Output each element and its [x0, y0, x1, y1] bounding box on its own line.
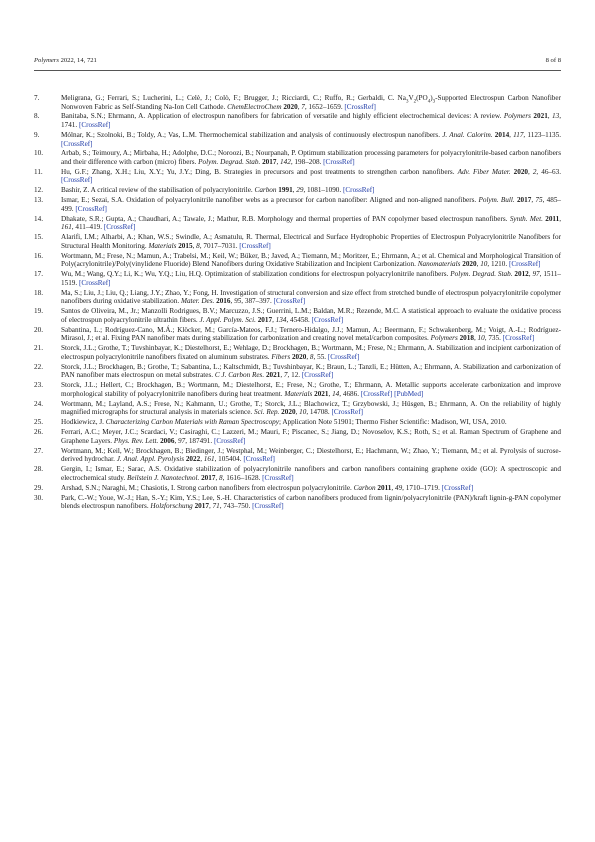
italic-text: 95 [234, 297, 242, 306]
reference-text: , 1652–1659. [304, 102, 345, 111]
reference-text: , [200, 455, 204, 464]
reference-text: Alarifi, I.M.; Alharbi, A.; Khan, W.S.; Swindle, A.; Asmatulu, R. Thermal, Electrical and Surface Hydrophobic Properties of Electrospun Polyacrylonitrile Nanofibers for Structural Health Monitoring. [61, 233, 561, 250]
year-text: 1991 [278, 186, 293, 195]
italic-text: Materials [284, 389, 313, 398]
reference-text: Hu, G.F.; Zhang, X.H.; Liu, X.Y.; Yu, J.Y.; Ding, B. Strategies in precursors and post treatments to strengthen carbon nanofibers. [61, 167, 458, 176]
italic-text: Materials [148, 241, 177, 250]
italic-text: 97 [178, 436, 186, 445]
reference-item [34, 428, 561, 445]
italic-text: Sci. Rep. [254, 408, 280, 417]
reference-text: , 1511–1519. [61, 270, 562, 287]
reference-text: , [208, 502, 213, 511]
year-text: 2021 [533, 112, 548, 121]
italic-text: Mater. Des. [180, 297, 215, 306]
year-text: 2020 [462, 260, 477, 269]
italic-text: Carbon [254, 186, 277, 195]
reference-number: 14. [34, 214, 43, 223]
reference-number: 20. [34, 325, 43, 334]
reference-text: , [509, 130, 514, 139]
reference-text: , 45458. [286, 315, 312, 324]
year-text: 2017 [516, 196, 532, 205]
reference-text: , [174, 436, 179, 445]
year-text: 2006 [160, 436, 175, 445]
italic-text: Polymers [430, 334, 458, 343]
reference-text: Dhakate, S.R.; Gupta, A.; Chaudhari, A.; Tawale, J.; Mathur, R.B. Morphology and thermal properties of PAN copolymer based electrospun nanofibers. [61, 214, 510, 223]
reference-text: , 1710–1719. [402, 483, 442, 492]
italic-text: Holzforschung [150, 502, 193, 511]
reference-text: , 46–63. [536, 167, 562, 176]
reference-number: 11. [34, 167, 43, 176]
reference-item [34, 484, 561, 493]
subscript-text: 2 [413, 99, 417, 105]
italic-text: Phys. Rev. Lett. [113, 436, 159, 445]
reference-text: Storck, J.L.; Brockhagen, B.; Grothe, T.; Sabantina, L.; Kaltschmidt, B.; Tuvshinbayar, K.; Braun, L.; Tanzli, E.; Hütten, A.; Ehrmann, A. Stabilization and carbonization of PAN nanofiber mats electrospun on metal substrates. [61, 362, 561, 380]
reference-text: , 12. [287, 371, 302, 380]
reference-number: 17. [34, 270, 43, 279]
reference-text: Park, C.-W.; Youe, W.-J.; Han, S.-Y.; Kim, Y.S.; Lee, S.-H. Characteristics of carbon nanofibers produced from lignin/polyacrylonitrile (PAN)/kraft lignin-g-PAN copolymer blends electrospun nanofibers. [61, 493, 561, 511]
subscript-text: 3 [432, 99, 436, 105]
reference-number: 18. [34, 288, 43, 297]
crossref-link[interactable]: [CrossRef] [441, 483, 474, 492]
year-text: 2016 [216, 297, 231, 306]
italic-text: ChemElectroChem [227, 102, 282, 111]
reference-number: 26. [34, 428, 43, 437]
year-text: 2020 [291, 352, 307, 361]
reference-text: , 198–208. [290, 158, 324, 166]
reference-number: 7. [34, 94, 40, 102]
reference-text: ) [430, 94, 433, 102]
year-text: 2011 [377, 483, 392, 492]
crossref-link[interactable]: [CrossRef] [252, 502, 284, 511]
reference-text: -Supported Electrospun Carbon Nanofiber Nonwoven Fabric as Self-Standing Na-Ion Cell Cathode. [61, 94, 561, 111]
reference-text: Wortmann, M.; Keil, W.; Brockhagen, B.; Biedinger, J.; Westphal, M.; Weinberger, C.; Diestelhorst, E.; Hachmann, W.; Zhao, Y.; Tiemann, M.; et al. Pyrolysis of sucrose-derived hydrochar. [61, 446, 561, 464]
italic-text: 75 [535, 196, 543, 205]
reference-number: 10. [34, 149, 43, 158]
reference-text: , [476, 260, 481, 269]
reference-number: 29. [34, 483, 43, 492]
reference-text: , [528, 167, 533, 176]
italic-text: 49 [394, 483, 403, 492]
reference-number: 19. [34, 307, 43, 316]
journal-name: Polymers [34, 57, 59, 64]
crossref-link[interactable]: [CrossRef] [323, 158, 355, 166]
crossref-link[interactable]: [CrossRef] [61, 176, 93, 185]
reference-number: 12. [34, 186, 43, 195]
reference-text: , [280, 371, 284, 380]
header-rule [34, 70, 561, 71]
year-text: 2020 [281, 408, 296, 417]
crossref-link[interactable]: [CrossRef] [273, 297, 306, 306]
reference-text: , 105404. [214, 455, 244, 464]
crossref-link[interactable]: [CrossRef] [213, 436, 246, 445]
reference-item [34, 252, 561, 269]
reference-text: , 485–499. [61, 196, 562, 213]
reference-item [34, 289, 561, 306]
italic-text: 142 [280, 158, 291, 166]
reference-text: , [192, 241, 197, 250]
reference-number: 15. [34, 233, 43, 242]
reference-text: , 7017–7031. [199, 241, 240, 250]
italic-text: 7 [283, 371, 288, 380]
crossref-link[interactable]: [CrossRef] [78, 278, 111, 287]
italic-text: Polym. Degrad. Stab. [198, 158, 261, 166]
italic-text: 13 [552, 112, 560, 121]
reference-text: , [547, 112, 553, 121]
reference-text: , 411–419. [71, 223, 104, 232]
year-text: 2022 [185, 455, 201, 464]
reference-text: , 743–750. [219, 502, 253, 511]
reference-text: Gergin, I.; Ismar, E.; Sarac, A.S. Oxidative stabilization of polyacrylonitrile nanofibers and carbon nanofibers containing graphene oxide (GO): A spectroscopic and electrochemical study. [61, 465, 561, 482]
journal-citation [34, 57, 97, 64]
crossref-link[interactable]: [CrossRef] [301, 371, 334, 380]
year-text: 2012 [514, 270, 529, 279]
reference-text: , [306, 352, 310, 361]
reference-number: 24. [34, 399, 43, 408]
reference-text: , [292, 186, 297, 195]
reference-text: , [276, 158, 281, 166]
reference-number: 23. [34, 381, 43, 390]
italic-text: Nanomaterials [417, 260, 461, 269]
italic-text: 14 [332, 389, 340, 398]
reference-text: , 1210. [487, 260, 509, 269]
reference-text: , [230, 297, 235, 306]
reference-item [34, 494, 561, 511]
crossref-link[interactable]: [CrossRef] [311, 315, 344, 324]
year-text: 2015 [178, 241, 193, 250]
year-text: 2020 [513, 167, 528, 176]
italic-text: 117 [513, 130, 524, 139]
italic-text: 8 [196, 241, 200, 250]
reference-text: , 187491. [185, 436, 214, 445]
page-header [34, 57, 561, 69]
reference-text: Ferrari, A.C.; Meyer, J.C.; Scardaci, V.; Casiraghi, C.; Lazzeri, M.; Mauri, F.; Piscanec, S.; Jiang, D.; Novoselov, K.S.; Roth, S.; et al. Raman Spectrum of Graphene and Graphene Layers. [61, 428, 561, 445]
reference-item [34, 233, 561, 250]
reference-number: 13. [34, 196, 43, 205]
reference-text: Mólnar, K.; Szolnoki, B.; Toldy, A.; Vas, L.M. Thermochemical stabilization and analysis of continuously electrospun nanofibers. [61, 130, 443, 139]
italic-text: Fibers [271, 352, 291, 361]
reference-number: 30. [34, 493, 43, 502]
reference-item [34, 131, 561, 148]
italic-text: Adv. Fiber Mater. [457, 167, 511, 176]
italic-text: J. Anal. Calorim. [442, 130, 493, 139]
reference-text: Arshad, S.N.; Naraghi, M.; Chasiotis, I. Strong carbon nanofibers from electrospun polyacrylonitrile. [61, 483, 354, 492]
reference-number: 21. [34, 344, 43, 353]
reference-text: , 4686. [339, 389, 361, 398]
reference-text: , 55. [313, 352, 328, 361]
italic-text: 7 [301, 102, 305, 111]
italic-text: Carbon [353, 483, 376, 492]
crossref-link[interactable]: [CrossRef] [327, 352, 360, 361]
reference-text: Meligrana, G.; Ferrari, S.; Lucherini, L.; Celè, J.; Colò, F.; Brugger, J.; Ricciardi, C.; Ruffo, R.; Gerbaldi, C. Na [61, 94, 406, 102]
italic-text: Polymers [503, 112, 531, 121]
reference-item [34, 326, 561, 343]
reference-text: , 1123–1135. [523, 130, 562, 139]
year-text: 2021 [265, 371, 281, 380]
italic-text: 10 [299, 408, 307, 417]
subscript-text: 3 [405, 99, 409, 105]
reference-item [34, 418, 561, 427]
reference-text: , [391, 483, 395, 492]
reference-number: 9. [34, 130, 40, 139]
italic-text: Beilstein J. Nanotechnol. [127, 473, 200, 482]
reference-item [34, 149, 561, 166]
year-text: 2011 [545, 214, 560, 223]
reference-text: , 1081–1090. [303, 186, 343, 195]
crossref-link[interactable]: [CrossRef] [61, 139, 93, 148]
reference-text: Banitaba, S.N.; Ehrmann, A. Application of electrospun nanofibers for fabrication of versatile and highly efficient electrochemical devices: A review. [61, 112, 504, 121]
crossref-link[interactable]: [CrossRef] [103, 223, 136, 232]
italic-text: 71 [212, 502, 220, 511]
reference-text: , [297, 102, 302, 111]
crossref-link[interactable]: [CrossRef] [331, 408, 364, 417]
italic-text: 8 [219, 473, 223, 482]
reference-text: V [408, 94, 414, 102]
reference-text: Storck, J.L.; Hellert, C.; Brockhagen, B.; Wortmann, M.; Diestelhorst, E.; Frese, N.; Grothe, T.; Ehrmann, A. Metallic supports accelerate carbonization and improve morphological stability of polyacrylonitrile nanofibers during heat treatment. [61, 381, 561, 398]
italic-text: 10 [480, 260, 488, 269]
italic-text: 10 [477, 334, 485, 343]
italic-text: Polym. Degrad. Stab. [450, 270, 513, 279]
reference-text: ; Application Note 51901; Thermo Fisher Scientific: Madison, WI, USA, 2010. [278, 418, 507, 427]
reference-text: Wu, M.; Wang, Q.Y.; Li, K.; Wu, Y.Q.; Liu, H.Q. Optimization of stabilization conditions for electrospun polyacrylonitrile nanofibers. [61, 270, 451, 279]
reference-text: Wortmann, M.; Frese, N.; Mamun, A.; Trabelsi, M.; Keil, W.; Büker, B.; Javed, A.; Tiemann, M.; Moritzer, E.; Ehrmann, A.; et al. Chemical and Morphological Transition of Poly(acrylonitrile)/Poly(vinylidene Fluoride) Blend Nanofibers during Oxidative Stabilization and Incipient Carbonization. [61, 251, 561, 269]
pubmed-link[interactable]: [PubMed] [394, 389, 424, 398]
crossref-link[interactable]: [CrossRef] [75, 204, 107, 213]
crossref-link[interactable]: [CrossRef] [360, 389, 393, 398]
reference-text: , [215, 473, 220, 482]
reference-text: , 735. [484, 334, 503, 343]
italic-text: Polym. Bull. [478, 196, 515, 205]
year-text: 2020 [283, 102, 298, 111]
reference-item [34, 447, 561, 464]
reference-number: 16. [34, 251, 43, 260]
reference-text: , [528, 270, 533, 279]
reference-item [34, 215, 561, 232]
crossref-link[interactable]: [CrossRef] [344, 102, 376, 111]
italic-text: 2 [532, 167, 537, 176]
reference-item [34, 363, 561, 380]
year-text: 2017 [194, 502, 209, 511]
reference-text: Sabantina, L.; Rodríguez-Cano, M.Á.; Klöcker, M.; García-Mateos, F.J.; Ternero-Hidalgo, J.J.; Mamun, A.; Beermann, F.; Schwakenberg, M.; Voigt, A.-L.; Rodríguez-Mirasol, J.; et al. Fixing PAN nanofiber mats during stabilization for carbonization and creating novel metal/carbon composites. [61, 325, 561, 343]
reference-text: , 387–397. [241, 297, 274, 306]
reference-text: , [328, 389, 333, 398]
crossref-link[interactable]: [CrossRef] [508, 260, 541, 269]
year-text: 2021 [314, 389, 329, 398]
reference-text: Ma, S.; Liu, J.; Liu, Q.; Liang, J.Y.; Zhao, Y.; Fong, H. Investigation of structural conversion and size effect from stretched bundle of electrospun polyacrylonitrile copolymer nanofibers during oxidative stabilization. [61, 288, 561, 306]
reference-text: Storck, J.L.; Grothe, T.; Tuvshinbayar, K.; Diestelhorst, E.; Wehlage, D.; Brockhagen, B.; Wortmann, M.; Frese, N.; Ehrmann, A. Stabilization and incipient carbonization of electrospun polyacrylonitrile nanofibers fixated on aluminum substrates. [61, 344, 561, 361]
reference-item [34, 196, 561, 213]
year-text: 2014 [494, 130, 510, 139]
reference-item [34, 94, 561, 111]
reference-text: Wortmann, M.; Layland, A.S.; Frese, N.; Kahmann, U.; Grothe, T.; Storck, J.L.; Blachowicz, T.; Grzybowski, J.; Hüsgen, B.; Ehrmann, A. On the reliability of highly magnified micrographs for structural analysis in materials science. [61, 399, 561, 417]
reference-text: Bashir, Z. A critical review of the stabilisation of polyacrylonitrile. [61, 186, 255, 195]
reference-item [34, 112, 561, 129]
reference-item [34, 381, 561, 398]
italic-text: 161 [203, 455, 215, 464]
reference-text: , [559, 214, 562, 223]
italic-text: 134 [275, 315, 287, 324]
reference-text: (PO [416, 94, 428, 102]
italic-text: 161 [61, 223, 72, 232]
reference-text: , [295, 408, 300, 417]
reference-item [34, 344, 561, 361]
reference-text: , [531, 196, 536, 205]
italic-text: C J. Carbon Res. [214, 371, 265, 380]
year-text: 2017 [201, 473, 216, 482]
reference-text: , [473, 334, 478, 343]
year-text: 2017 [262, 158, 277, 166]
reference-text: , 1741. [61, 112, 561, 130]
reference-text: , 1616–1628. [222, 473, 263, 482]
crossref-link[interactable]: [CrossRef] [342, 186, 375, 195]
crossref-link[interactable]: [CrossRef] [243, 455, 275, 464]
italic-text: J. Anal. Appl. Pyrolysis [116, 455, 185, 464]
reference-text: Arbab, S.; Teimoury, A.; Mirbaha, H.; Adolphe, D.C.; Noroozi, B.; Nourpanah, P. Optimum stabilization processing parameters for polyacrylonitrile-based carbon nanofibers and their difference with carbon (micro) fibers. [61, 149, 561, 166]
reference-text: Santos de Oliveira, M., Jr.; Manzolli Rodrigues, B.V.; Marcuzzo, J.S.; Guerrini, L.M.; Baldan, M.R.; Rezende, M.C. A statistical approach to evaluate the oxidative process of electrospun polyacrylonitrile ultrathin fibers. [61, 307, 561, 324]
reference-item [34, 307, 561, 324]
reference-item [34, 400, 561, 417]
italic-text: J. Appl. Polym. Sci. [199, 315, 256, 324]
italic-text: 8 [309, 352, 314, 361]
crossref-link[interactable]: [CrossRef] [78, 121, 111, 130]
reference-item [34, 465, 561, 482]
italic-text: 97 [532, 270, 540, 279]
year-text: 2017 [257, 315, 273, 324]
year-text: 2018 [459, 334, 474, 343]
reference-item [34, 270, 561, 287]
crossref-link[interactable]: [CrossRef] [239, 241, 271, 250]
italic-text: Characterizing Carbon Materials with Raman Spectroscopy [105, 418, 279, 427]
reference-text: , [272, 315, 276, 324]
subscript-text: 4 [427, 99, 431, 105]
reference-item [34, 186, 561, 195]
crossref-link[interactable]: [CrossRef] [262, 473, 294, 482]
reference-text: Hodkiewicz, J. [61, 418, 106, 427]
reference-number: 27. [34, 446, 43, 455]
reference-number: 8. [34, 112, 40, 121]
crossref-link[interactable]: [CrossRef] [502, 334, 535, 343]
reference-item [34, 168, 561, 185]
reference-number: 22. [34, 362, 43, 371]
journal-year-volume: 2022, 14, 721 [60, 57, 97, 64]
page-number: 8 of 8 [545, 57, 561, 64]
reference-text: Ismar, E.; Sezai, S.A. Oxidation of polyacrylonitrile nanofiber webs as a precursor for carbon nanofiber: Aligned and non-aligned nanofibers. [61, 196, 479, 205]
reference-number: 28. [34, 465, 43, 474]
reference-list [34, 94, 561, 512]
reference-text: , 14708. [306, 408, 332, 417]
italic-text: Synth. Met. [509, 214, 543, 223]
italic-text: 29 [296, 186, 304, 195]
reference-number: 25. [34, 418, 43, 427]
